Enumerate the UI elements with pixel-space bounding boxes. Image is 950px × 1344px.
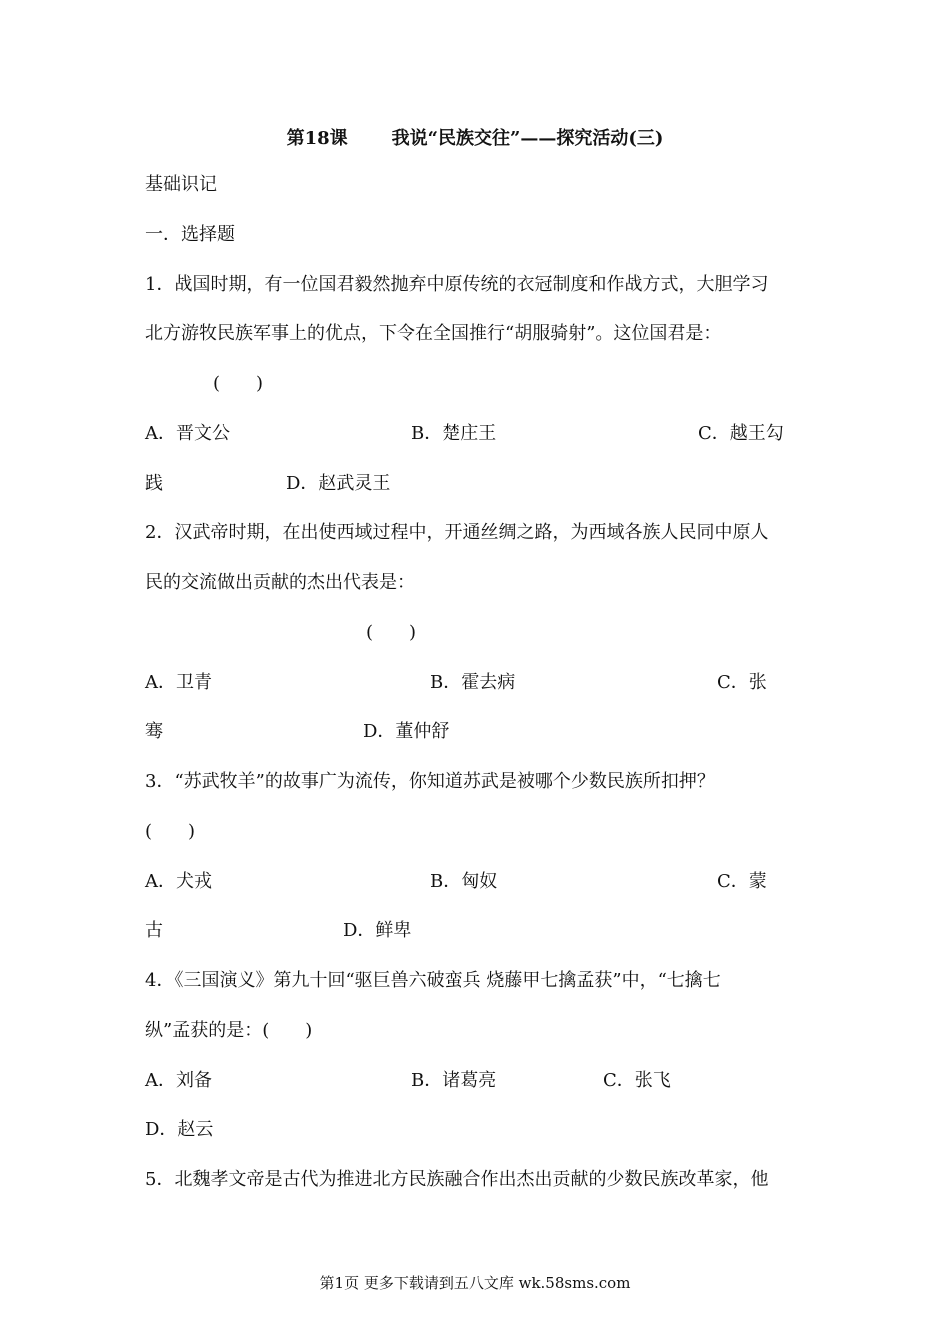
q3-line1: 3．“苏武牧羊”的故事广为流传，你知道苏武是被哪个少数民族所扣押？ [145, 771, 715, 792]
q3-option-b: B．匈奴 [430, 871, 498, 892]
section-heading: 基础识记 [145, 174, 217, 195]
lesson-title [0, 127, 950, 151]
q2-line1: 2．汉武帝时期，在出使西域过程中，开通丝绸之路，为西域各族人民同中原人 [145, 522, 769, 543]
q2-option-a: A．卫青 [145, 672, 212, 693]
q2-line2: 民的交流做出贡献的杰出代表是： [145, 572, 415, 593]
q1-option-c-continued: 践 [145, 473, 163, 494]
q4-option-c: C．张飞 [603, 1070, 671, 1091]
q1-option-c: C．越王勾 [698, 423, 784, 444]
q5-line1: 5．北魏孝文帝是古代为推进北方民族融合作出杰出贡献的少数民族改革家，他 [145, 1169, 769, 1190]
lesson-topic: 我说“民族交往”——探究活动(三) [391, 128, 664, 149]
q1-option-d: D．赵武灵王 [286, 473, 391, 494]
q2-option-b: B．霍去病 [430, 672, 516, 693]
q3-option-c-continued: 古 [145, 920, 163, 941]
q1-line1: 1．战国时期，有一位国君毅然抛弃中原传统的衣冠制度和作战方式，大胆学习 [145, 274, 769, 295]
q2-option-d: D．董仲舒 [363, 721, 450, 742]
q2-answer-blank: ( ) [366, 622, 417, 643]
lesson-number: 第18课 [286, 128, 348, 149]
q3-option-a: A．犬戎 [145, 871, 212, 892]
q3-option-c: C．蒙 [717, 871, 767, 892]
q4-line1: 4．《三国演义》第九十回“驱巨兽六破蛮兵 烧藤甲七擒孟获”中，“七擒七 [145, 970, 721, 991]
q2-option-c: C．张 [717, 672, 767, 693]
q2-option-c-continued: 骞 [145, 721, 163, 742]
q4-option-b: B．诸葛亮 [411, 1070, 497, 1091]
q3-option-d: D．鲜卑 [343, 920, 412, 941]
q1-option-b: B．楚庄王 [411, 423, 497, 444]
page-footer: 第1页 更多下载请到五八文库 wk.58sms.com [319, 1274, 631, 1292]
q3-answer-blank: ( ) [145, 821, 196, 842]
q1-option-a: A．晋文公 [145, 423, 230, 444]
subsection-heading: 一．选择题 [145, 224, 235, 245]
q4-option-a: A．刘备 [145, 1070, 212, 1091]
q4-line2: 纵”孟获的是：( ) [145, 1020, 313, 1041]
q4-option-d: D．赵云 [145, 1119, 214, 1140]
q1-answer-blank: ( ) [213, 373, 264, 394]
q1-line2: 北方游牧民族军事上的优点，下令在全国推行“胡服骑射”。这位国君是： [145, 323, 722, 344]
